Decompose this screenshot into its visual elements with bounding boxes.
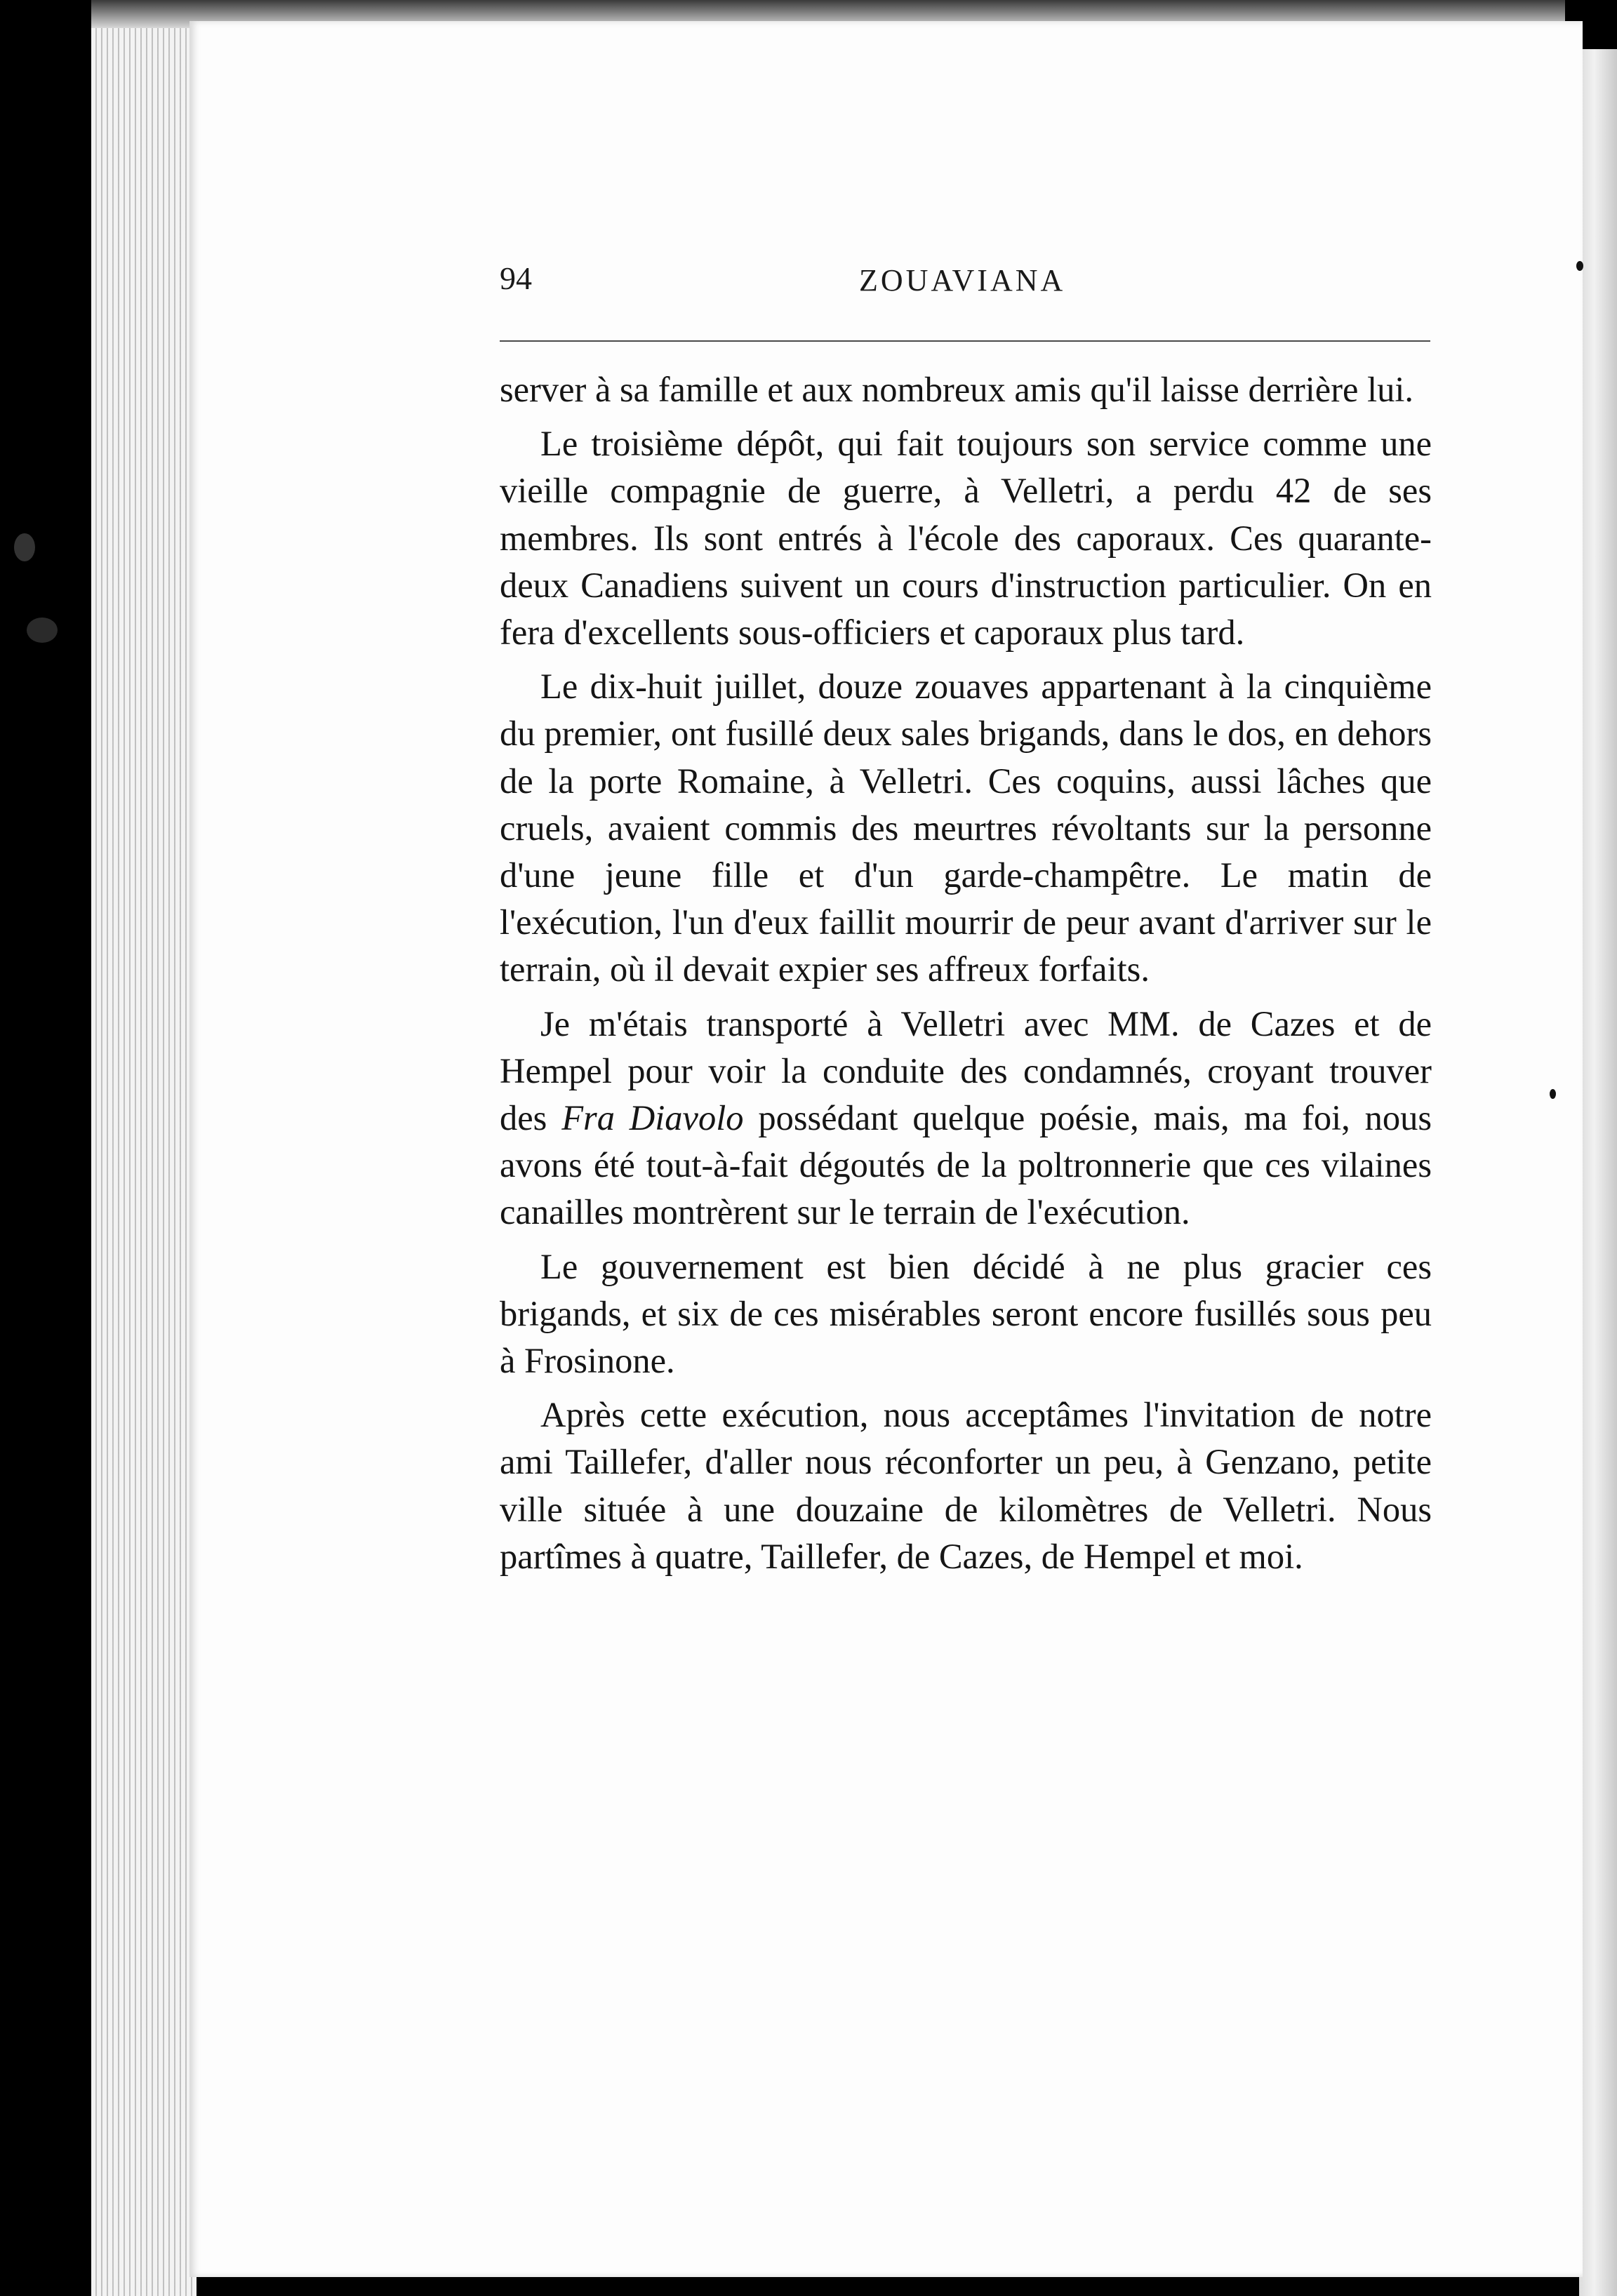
paragraph: Le dix-huit juillet, douze zouaves appartenant à la cinquième du premier, ont fusillé deux sales brigands, dans le dos, en dehors de la porte Romaine, à Velletri. Ces coquins, aussi lâches que cruels, avaient commis des meurtres révoltants sur la personne d'une jeune fille et d'un garde-champêtre. Le matin de l'exécution, l'un d'eux faillit mourrir de peur avant d'arriver sur le terrain, où il devait expier ses affreux forfaits. [500, 667, 1432, 989]
page-number: 94 [500, 260, 532, 296]
paragraph [500, 1001, 1432, 1236]
running-title: ZOUAVIANA [859, 263, 1066, 298]
scan-speck [1550, 1089, 1556, 1099]
paragraph: Le gouvernement est bien décidé à ne plus gracier ces brigands, et six de ces misérables seront encore fusillés sous peu à Frosinone. [500, 1246, 1432, 1381]
scan-speck [14, 533, 35, 561]
scan-speck [27, 618, 58, 643]
header-rule [500, 340, 1430, 342]
paragraph-text: Je m'étais transporté à Velletri avec MM. de Cazes et de Hempel pour voir la conduite des condamnés, croyant trouver des [500, 1003, 1432, 1138]
paragraph: Après cette exécution, nous acceptâmes l'invitation de notre ami Taillefer, d'aller nous réconforter un peu, à Genzano, petite ville située à une douzaine de kilomètres de Velletri. Nous partîmes à quatre, Taillefer, de Cazes, de Hempel et moi. [500, 1395, 1432, 1576]
page-edge-right [1579, 49, 1617, 2296]
paragraph: Le troisième dépôt, qui fait toujours son service comme une vieille compagnie de guerre, à Velletri, a perdu 42 de ses membres. Ils sont entrés à l'école des caporaux. Ces quarante-deux Canadiens suivent un cours d'instruction particulier. On en fera d'excellents sous-officiers et caporaux plus tard. [500, 424, 1432, 653]
running-head [500, 260, 1433, 302]
paragraph-text: possédant quelque poésie, mais, ma foi, nous avons été tout-à-fait dégoutés de la poltronnerie que ces vilaines canailles montrèrent sur le terrain de l'exécution. [500, 1098, 1432, 1232]
paragraph: server à sa famille et aux nombreux amis qu'il laisse derrière lui. [500, 370, 1414, 409]
scan-speck [1576, 261, 1583, 271]
italic-title: Fra Diavolo [561, 1098, 744, 1138]
body-text [500, 366, 1432, 1587]
page-edges-left [91, 0, 197, 2296]
